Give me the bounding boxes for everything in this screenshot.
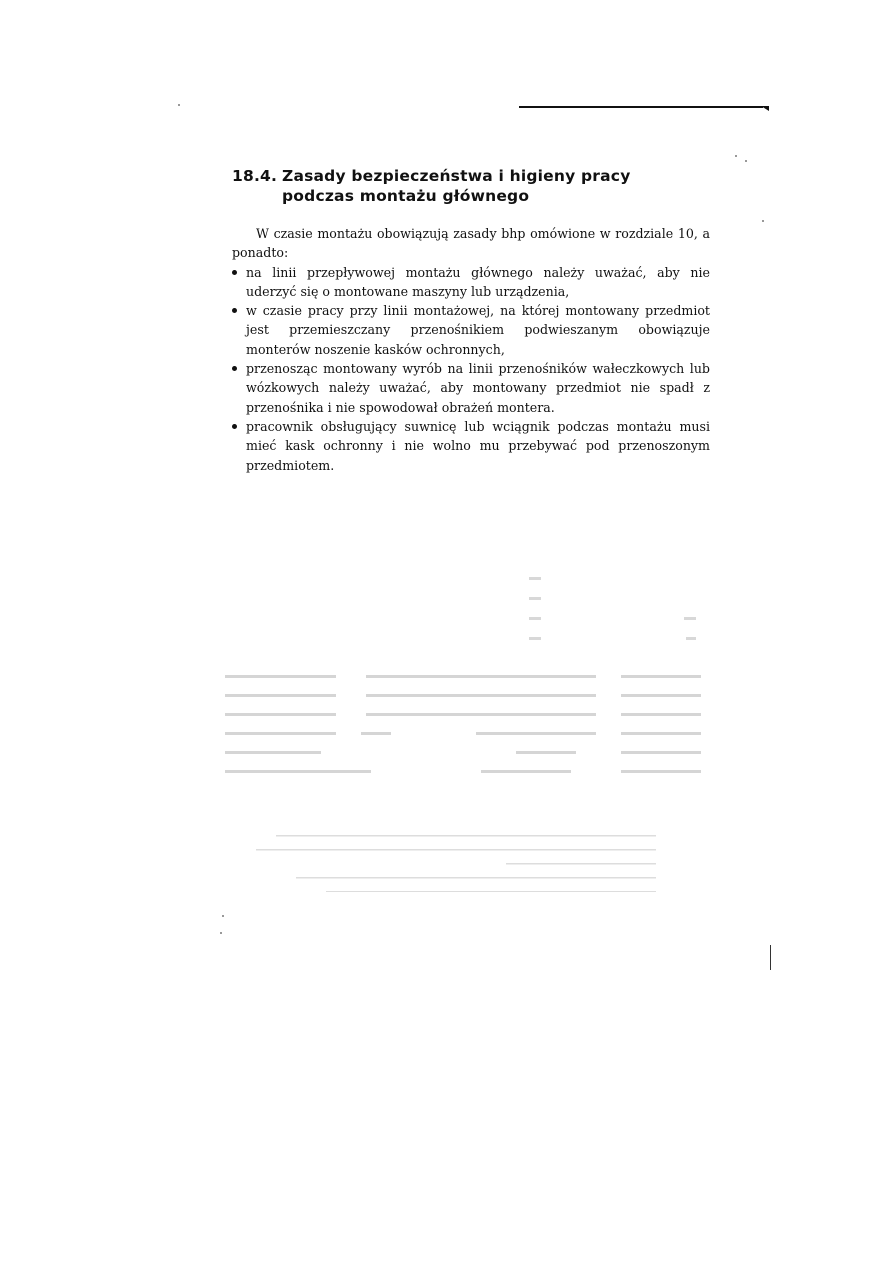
safety-rules-list: [232, 263, 710, 475]
scan-speck: [178, 104, 180, 106]
page-header-rule: [519, 106, 763, 108]
list-item-text: przenosząc montowany wyrób na linii przenośników wałeczkowych lub wózkowych należy uważać, aby montowany przedmiot nie spadł z przenośnika i nie spowodował obrażeń montera.: [246, 361, 710, 415]
show-through-texture: [225, 667, 701, 788]
list-item: [232, 301, 710, 359]
intro-paragraph: W czasie montażu obowiązują zasady bhp omówione w rozdziale 10, a ponadto:: [232, 226, 710, 261]
scan-speck: [220, 932, 222, 934]
section-title-line-1: Zasady bezpieczeństwa i higieny pracy: [282, 167, 631, 185]
list-item-text: na linii przepływowej montażu głównego należy uważać, aby nie uderzyć się o montowane maszyny lub urządzenia,: [246, 264, 710, 299]
section-title-line-2: podczas montażu głównego: [282, 187, 530, 205]
scan-speck: [735, 155, 737, 157]
scan-edge-mark: [770, 945, 771, 970]
show-through-noise: [225, 648, 715, 788]
scan-speck: [745, 160, 747, 162]
list-item: [232, 263, 710, 302]
bullet-icon: [232, 424, 237, 429]
show-through-noise-column: [515, 530, 715, 645]
section-body: [232, 224, 710, 475]
list-item: [232, 359, 710, 417]
bullet-icon: [232, 270, 237, 275]
bullet-icon: [232, 366, 237, 371]
list-item-text: w czasie pracy przy linii montażowej, na której montowany przedmiot jest przemieszczany przenośnikiem podwieszanym obowiązuje monterów noszenie kasków ochronnych,: [246, 303, 710, 357]
section-heading: [232, 166, 712, 206]
bullet-icon: [232, 308, 237, 313]
scan-speck: [222, 915, 224, 917]
scan-speck: [762, 220, 764, 222]
list-item-text: pracownik obsługujący suwnicę lub wciągnik podczas montażu musi mieć kask ochronny i nie wolno mu przebywać pod przenoszonym przedmiotem.: [246, 418, 710, 473]
list-item: [232, 417, 710, 475]
section-number: 18.4.: [232, 167, 278, 185]
show-through-noise-lower: [250, 812, 670, 892]
